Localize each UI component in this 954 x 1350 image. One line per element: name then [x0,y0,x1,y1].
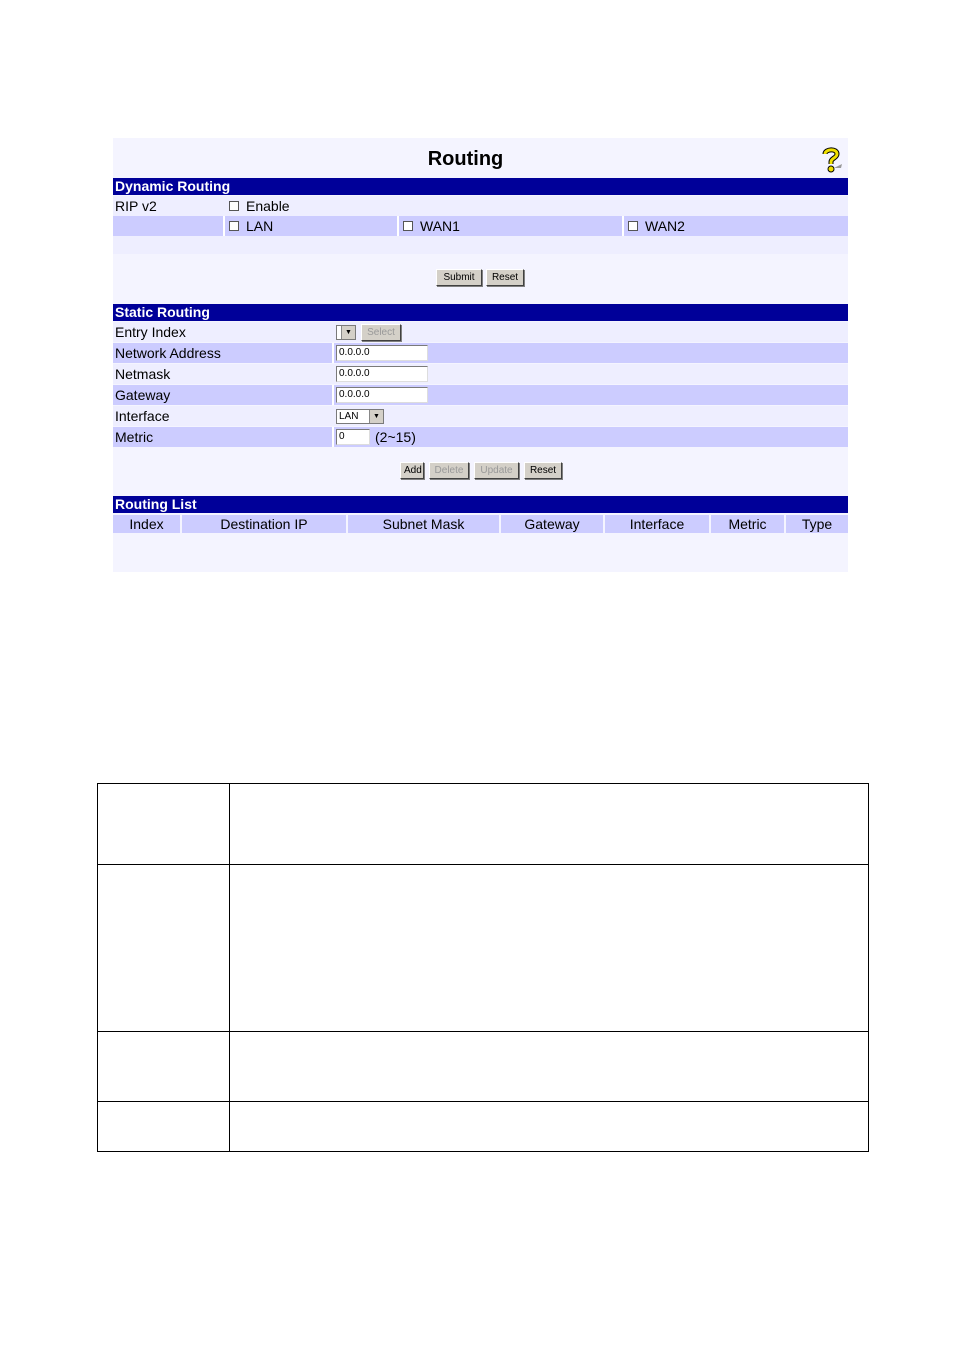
dynamic-routing-header: Dynamic Routing [113,178,848,195]
entry-index-row [113,322,848,342]
col-subnet-mask: Subnet Mask [348,515,499,533]
interface-label: Interface [115,408,170,424]
entry-index-label: Entry Index [115,324,186,340]
col-type: Type [786,515,848,533]
interface-row [113,406,848,426]
network-address-input[interactable]: 0.0.0.0 [336,345,428,361]
col-index: Index [113,515,180,533]
wan1-option[interactable] [403,216,460,236]
netmask-input[interactable]: 0.0.0.0 [336,366,428,382]
dynamic-reset-button[interactable]: Reset [486,269,524,286]
interface-select[interactable] [336,409,384,424]
page-title: Routing [427,148,504,170]
rip-row [113,196,848,216]
netmask-label: Netmask [115,366,171,382]
metric-label: Metric [115,429,154,445]
submit-button[interactable]: Submit [436,269,482,286]
routing-panel [113,138,848,572]
empty-row [113,236,848,254]
delete-button[interactable]: Delete [429,462,469,479]
enable-label: Enable [246,198,290,214]
chevron-down-icon: ▼ [369,410,383,423]
col-metric: Metric [711,515,784,533]
wan1-label: WAN1 [420,218,460,234]
table-row-divider [98,864,868,865]
col-gateway: Gateway [501,515,603,533]
table-row-divider [98,1101,868,1102]
netmask-row [113,364,848,384]
routing-list-columns [113,515,848,533]
interface-select-value: LAN [339,411,359,422]
rip-enable-option[interactable] [229,196,290,216]
gateway-input[interactable]: 0.0.0.0 [336,387,428,403]
wan2-label: WAN2 [645,218,685,234]
add-button[interactable]: Add [400,462,424,479]
network-address-label: Network Address [115,345,221,361]
rip-label: RIP v2 [115,198,157,214]
network-address-row [113,343,848,363]
enable-checkbox[interactable] [229,201,239,211]
table-divider [229,784,230,1151]
select-button[interactable]: Select [361,324,401,341]
help-icon[interactable] [819,147,843,173]
rip-interfaces-row [113,216,848,236]
wan1-checkbox[interactable] [403,221,413,231]
metric-row [113,427,848,447]
col-interface: Interface [605,515,709,533]
metric-range: (2~15) [375,429,416,445]
table-row-divider [98,1031,868,1032]
static-reset-button[interactable]: Reset [524,462,562,479]
lan-option[interactable] [229,216,273,236]
static-routing-header: Static Routing [113,304,848,321]
routing-list-header: Routing List [113,496,848,513]
description-table [97,783,869,1152]
gateway-label: Gateway [115,387,171,403]
metric-input[interactable]: 0 [336,429,370,445]
entry-index-select[interactable] [336,325,356,340]
gateway-row [113,385,848,405]
wan2-option[interactable] [628,216,685,236]
col-destination-ip: Destination IP [182,515,346,533]
wan2-checkbox[interactable] [628,221,638,231]
lan-checkbox[interactable] [229,221,239,231]
update-button[interactable]: Update [474,462,519,479]
lan-label: LAN [246,218,274,234]
chevron-down-icon: ▼ [341,326,355,339]
